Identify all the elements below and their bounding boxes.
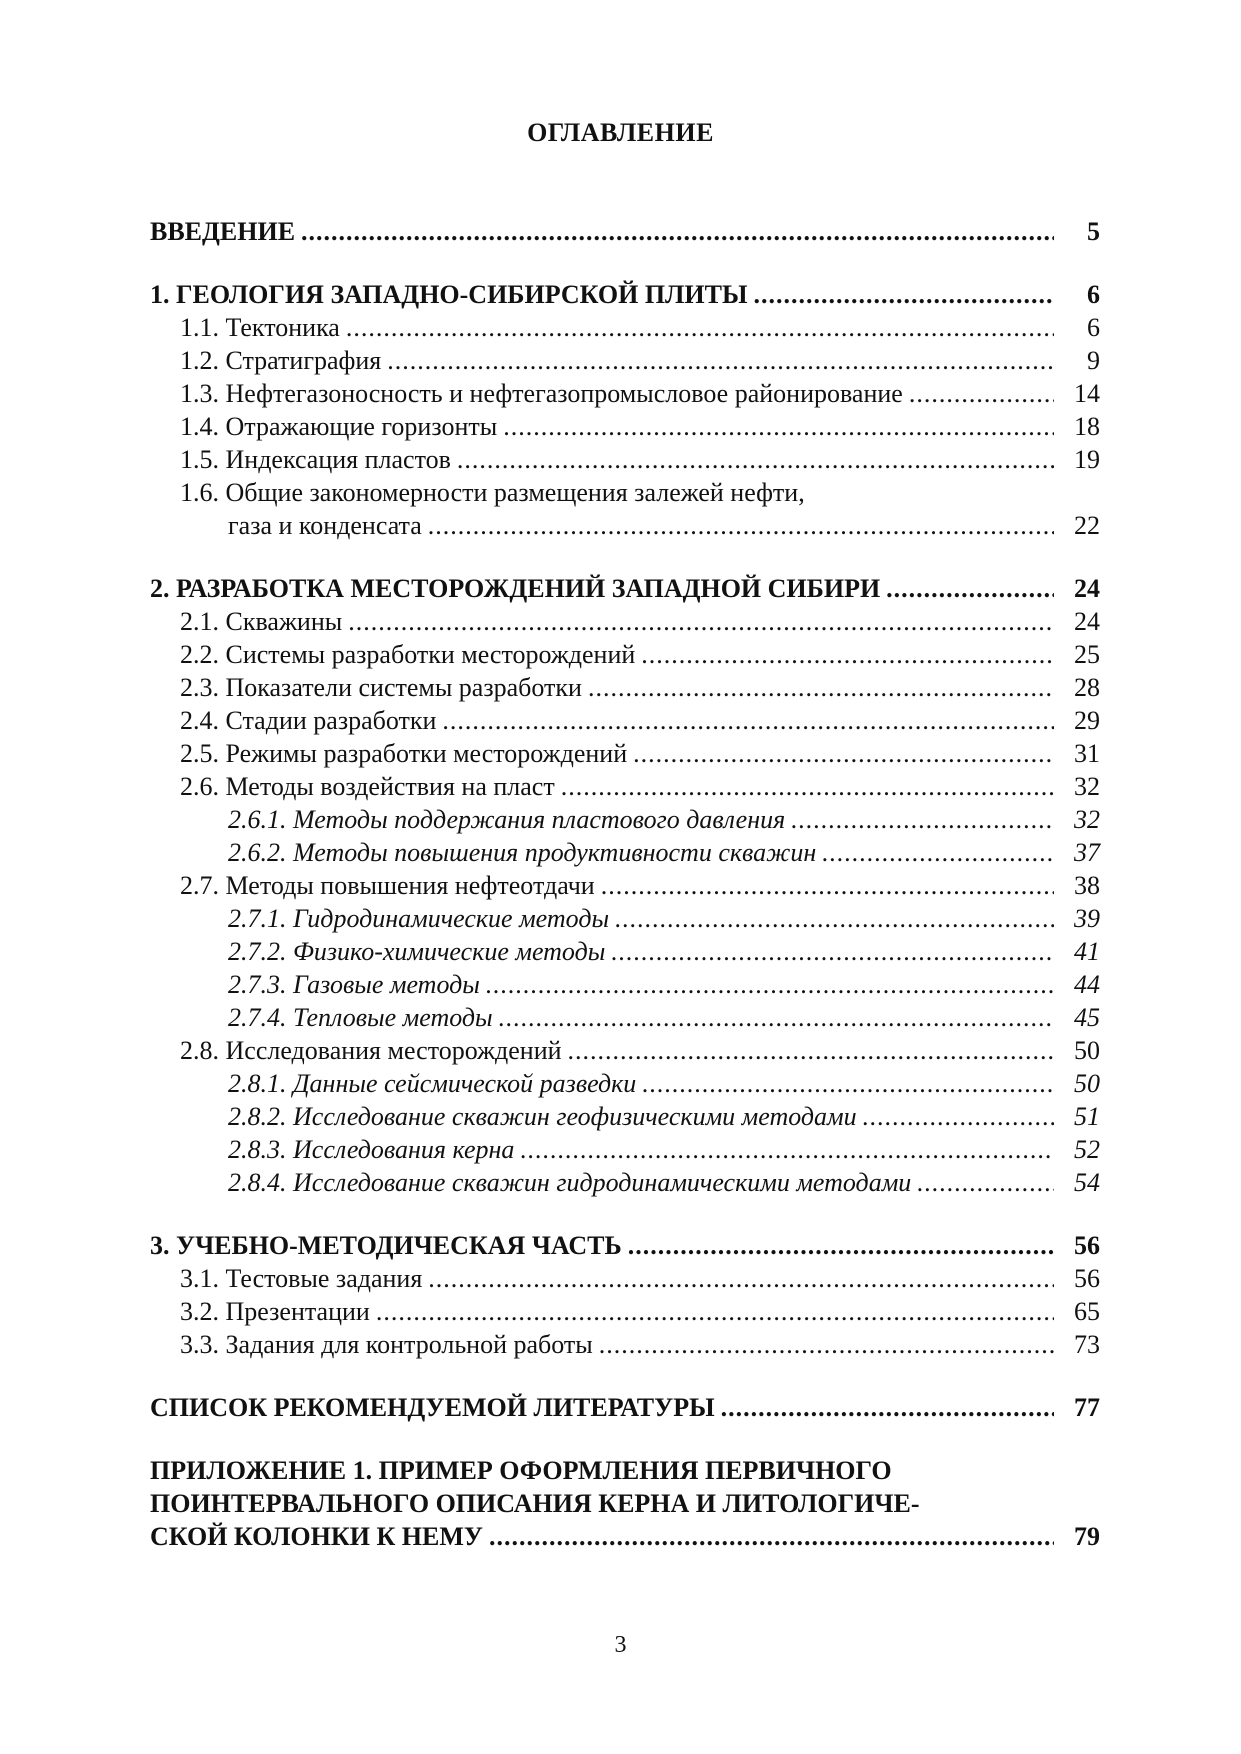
toc-entry-page: 52	[1074, 1135, 1100, 1164]
toc-section-chapter-2	[150, 572, 1100, 1199]
toc-entry-page: 6	[1087, 313, 1100, 342]
toc-entry-page: 28	[1074, 673, 1100, 702]
toc-entry-label: 2.8.3. Исследования керна	[228, 1135, 515, 1164]
leader-dots	[611, 935, 1054, 968]
leader-dots	[599, 1328, 1054, 1361]
toc-entry-label: 2.7.2. Физико-химические методы	[228, 937, 606, 966]
toc-entry[interactable]	[150, 605, 1100, 638]
toc-entry-literature[interactable]	[150, 1391, 1100, 1424]
toc-entry[interactable]	[150, 803, 1100, 836]
toc-entry-page: 6	[1087, 280, 1100, 309]
leader-dots	[917, 1166, 1054, 1199]
toc-entry-label: 2.1. Скважины	[180, 607, 343, 636]
toc-entry-label: 2.6.2. Методы повышения продуктивности скважин	[228, 838, 817, 867]
toc-entry-page: 73	[1074, 1330, 1100, 1359]
toc-entry[interactable]	[150, 770, 1100, 803]
leader-dots	[721, 1391, 1054, 1424]
toc-entry-page: 18	[1074, 412, 1100, 441]
leader-dots	[886, 572, 1054, 605]
toc-entry[interactable]	[150, 1262, 1100, 1295]
leader-dots	[561, 770, 1054, 803]
toc-entry-appendix[interactable]	[150, 1520, 1100, 1553]
leader-dots	[428, 509, 1054, 542]
toc-entry-label: СПИСОК РЕКОМЕНДУЕМОЙ ЛИТЕРАТУРЫ	[150, 1393, 715, 1422]
leader-dots	[457, 443, 1054, 476]
leader-dots	[568, 1034, 1054, 1067]
toc-entry-page: 56	[1074, 1231, 1100, 1260]
toc-entry-label: 2.3. Показатели системы разработки	[180, 673, 582, 702]
leader-dots	[754, 278, 1054, 311]
toc-entry-page: 38	[1074, 871, 1100, 900]
toc-entry-label-line[interactable]: ПРИЛОЖЕНИЕ 1. ПРИМЕР ОФОРМЛЕНИЯ ПЕРВИЧНОГО	[150, 1456, 892, 1485]
toc-entry-label: 2.8. Исследования месторождений	[180, 1036, 562, 1065]
toc-entry-page: 50	[1074, 1036, 1100, 1065]
leader-dots	[499, 1001, 1054, 1034]
toc-entry-page: 19	[1074, 445, 1100, 474]
toc-entry[interactable]	[150, 1295, 1100, 1328]
toc-entry[interactable]	[150, 1001, 1100, 1034]
page-number: 3	[614, 1632, 627, 1658]
toc-entry-page: 9	[1087, 346, 1100, 375]
toc-entry-page: 31	[1074, 739, 1100, 768]
toc-entry[interactable]	[150, 704, 1100, 737]
toc-entry-label: 2.7.4. Тепловые методы	[228, 1003, 493, 1032]
toc-entry-label: 2.4. Стадии разработки	[180, 706, 437, 735]
toc-entry-page: 54	[1074, 1168, 1100, 1197]
leader-dots	[301, 215, 1054, 248]
toc-entry[interactable]	[150, 344, 1100, 377]
toc-entry[interactable]	[150, 638, 1100, 671]
toc-entry-label: 1.4. Отражающие горизонты	[180, 412, 498, 441]
toc-entry-label: ВВЕДЕНИЕ	[150, 217, 296, 246]
toc-entry-label: 1.1. Тектоника	[180, 313, 340, 342]
toc-entry[interactable]	[150, 1100, 1100, 1133]
leader-dots	[520, 1133, 1054, 1166]
toc-section-chapter-1	[150, 278, 1100, 542]
leader-dots	[503, 410, 1054, 443]
toc-entry-label: 1.3. Нефтегазоносность и нефтегазопромысловое районирование	[180, 379, 903, 408]
toc-entry[interactable]	[150, 1034, 1100, 1067]
toc-entry[interactable]	[150, 1328, 1100, 1361]
toc-entry-page: 14	[1074, 379, 1100, 408]
leader-dots	[628, 1229, 1054, 1262]
toc-entry-page: 79	[1074, 1522, 1100, 1551]
leader-dots	[588, 671, 1054, 704]
toc-entry-page: 50	[1074, 1069, 1100, 1098]
leader-dots	[348, 605, 1054, 638]
toc-entry-page: 32	[1074, 805, 1100, 834]
toc-entry-label: 3. УЧЕБНО-МЕТОДИЧЕСКАЯ ЧАСТЬ	[150, 1231, 622, 1260]
toc-entry-page: 39	[1074, 904, 1100, 933]
toc-entry[interactable]	[150, 410, 1100, 443]
leader-dots	[376, 1295, 1054, 1328]
toc-entry[interactable]	[150, 671, 1100, 704]
leader-dots	[633, 737, 1054, 770]
toc-entry-label: 2.2. Системы разработки месторождений	[180, 640, 636, 669]
toc-section-appendix	[150, 1454, 1100, 1553]
toc-entry-label: 1.5. Индексация пластов	[180, 445, 451, 474]
toc-entry-label: 3.3. Задания для контрольной работы	[180, 1330, 593, 1359]
toc-entry[interactable]	[150, 968, 1100, 1001]
leader-dots	[641, 638, 1054, 671]
leader-dots	[909, 377, 1054, 410]
toc-entry-intro[interactable]	[150, 215, 1100, 248]
toc-section-intro	[150, 215, 1100, 248]
toc-entry-page: 22	[1074, 511, 1100, 540]
toc-entry-page: 5	[1087, 217, 1100, 246]
toc-section-literature	[150, 1391, 1100, 1424]
leader-dots	[486, 968, 1054, 1001]
toc-entry-label: 3.2. Презентации	[180, 1297, 370, 1326]
toc-entry-label: 2.6.1. Методы поддержания пластового давления	[228, 805, 786, 834]
leader-dots	[387, 344, 1054, 377]
toc-entry-page: 45	[1074, 1003, 1100, 1032]
toc-entry[interactable]	[150, 869, 1100, 902]
toc-section-chapter-3	[150, 1229, 1100, 1361]
toc-entry[interactable]	[150, 1067, 1100, 1100]
toc-entry-page: 77	[1074, 1393, 1100, 1422]
table-of-contents	[150, 215, 1100, 1583]
toc-entry-page: 32	[1074, 772, 1100, 801]
leader-dots	[615, 902, 1054, 935]
toc-entry[interactable]	[150, 935, 1100, 968]
toc-entry-label-line[interactable]: ПОИНТЕРВАЛЬНОГО ОПИСАНИЯ КЕРНА И ЛИТОЛОГИЧЕ-	[150, 1489, 920, 1518]
leader-dots	[442, 704, 1054, 737]
toc-entry-page: 29	[1074, 706, 1100, 735]
toc-entry-label: 2.8.2. Исследование скважин геофизическими методами	[228, 1102, 857, 1131]
toc-entry-label: 2.8.4. Исследование скважин гидродинамическими методами	[228, 1168, 912, 1197]
toc-entry[interactable]	[150, 509, 1100, 542]
toc-entry-page: 56	[1074, 1264, 1100, 1293]
toc-entry-page: 51	[1074, 1102, 1100, 1131]
toc-entry-label: 3.1. Тестовые задания	[180, 1264, 423, 1293]
toc-entry-label: 2.7. Методы повышения нефтеотдачи	[180, 871, 595, 900]
toc-entry[interactable]	[150, 902, 1100, 935]
toc-entry-label: 2.7.1. Гидродинамические методы	[228, 904, 610, 933]
toc-entry[interactable]	[150, 1166, 1100, 1199]
toc-entry[interactable]	[150, 1133, 1100, 1166]
toc-entry-label: 2.8.1. Данные сейсмической разведки	[228, 1069, 637, 1098]
toc-entry[interactable]	[150, 836, 1100, 869]
toc-entry-label: 2.7.3. Газовые методы	[228, 970, 480, 999]
leader-dots	[822, 836, 1054, 869]
toc-entry-page: 25	[1074, 640, 1100, 669]
toc-entry-label-line[interactable]: 1.6. Общие закономерности размещения залежей нефти,	[180, 478, 805, 507]
toc-entry-page: 37	[1074, 838, 1100, 867]
toc-entry-chapter-3[interactable]	[150, 1229, 1100, 1262]
leader-dots	[642, 1067, 1054, 1100]
toc-entry[interactable]	[150, 311, 1100, 344]
toc-entry-chapter-2[interactable]	[150, 572, 1100, 605]
toc-entry-label: 1.2. Стратиграфия	[180, 346, 382, 375]
toc-entry[interactable]	[150, 737, 1100, 770]
leader-dots	[428, 1262, 1054, 1295]
toc-entry-label: СКОЙ КОЛОНКИ К НЕМУ	[150, 1522, 483, 1551]
page-title: ОГЛАВЛЕНИЕ	[527, 118, 714, 147]
leader-dots	[863, 1100, 1054, 1133]
toc-entry-label: 2.6. Методы воздействия на пласт	[180, 772, 555, 801]
toc-entry-label: 2.5. Режимы разработки месторождений	[180, 739, 628, 768]
toc-entry-label: газа и конденсата	[228, 511, 422, 540]
leader-dots	[489, 1520, 1054, 1553]
toc-entry[interactable]	[150, 443, 1100, 476]
toc-entry-page: 41	[1074, 937, 1100, 966]
toc-entry[interactable]	[150, 377, 1100, 410]
toc-entry-page: 24	[1074, 574, 1100, 603]
leader-dots	[601, 869, 1054, 902]
leader-dots	[791, 803, 1054, 836]
toc-entry-label: 2. РАЗРАБОТКА МЕСТОРОЖДЕНИЙ ЗАПАДНОЙ СИБИРИ	[150, 574, 881, 603]
toc-entry-page: 44	[1074, 970, 1100, 999]
toc-entry-page: 65	[1074, 1297, 1100, 1326]
toc-entry-chapter-1[interactable]	[150, 278, 1100, 311]
toc-entry-label: 1. ГЕОЛОГИЯ ЗАПАДНО-СИБИРСКОЙ ПЛИТЫ	[150, 280, 748, 309]
toc-entry-page: 24	[1074, 607, 1100, 636]
leader-dots	[346, 311, 1054, 344]
